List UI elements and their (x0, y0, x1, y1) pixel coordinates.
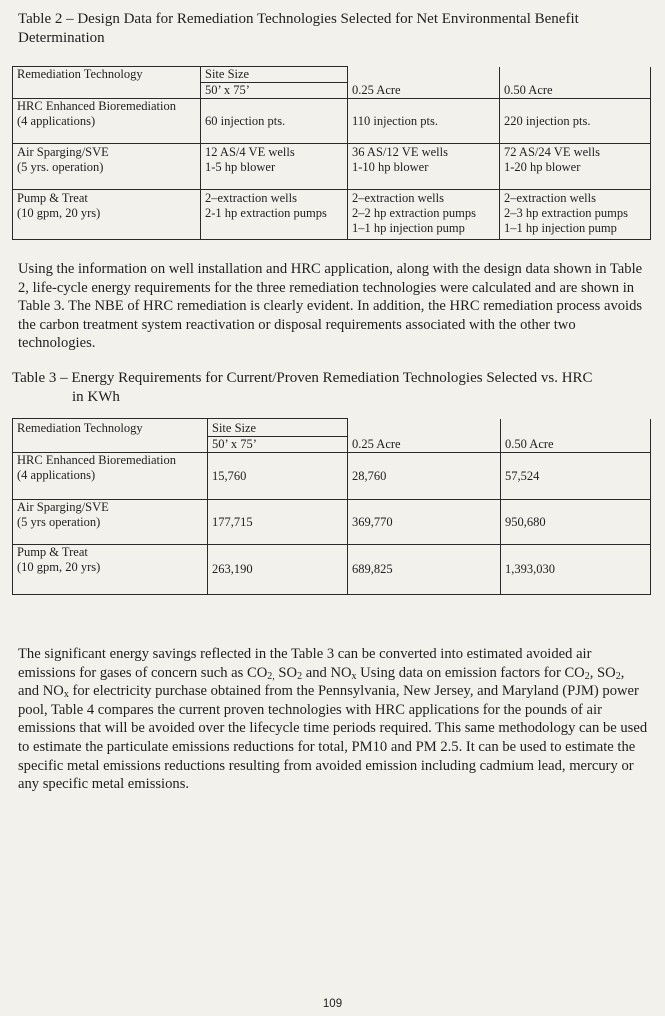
table-row (13, 144, 651, 190)
table2 (12, 66, 651, 240)
table3-header-row (13, 419, 651, 453)
table3-caption-line2: in KWh (72, 389, 120, 405)
table-cell: 12 AS/4 VE wells 1-5 hp blower (201, 144, 348, 190)
body-paragraph-1: Using the information on well installation and HRC application, along with the design data shown in Table 2, life-cycle energy requirements for the three remediation technologies were calculated and are shown in Table 3. The NBE of HRC remediation is clearly evident. In addition, the HRC remediation process avoids the carbon treatment system reactivation or disposal requirements associated with the other two technologies. (18, 261, 643, 352)
table3-header-tech: Remediation Technology (13, 419, 208, 453)
table-row (13, 545, 651, 595)
table3-tech-cell: Pump & Treat (10 gpm, 20 yrs) (13, 545, 208, 595)
table3-caption (12, 369, 642, 407)
table-cell: 60 injection pts. (201, 99, 348, 144)
table-row (13, 500, 651, 545)
table3-header-size-1: Site Size 50’ x 75’ (208, 419, 348, 453)
table3-tech-cell: HRC Enhanced Bioremediation (4 applications) (13, 453, 208, 500)
table3-header-size-3: 0.50 Acre (501, 419, 651, 453)
table-cell: 2–extraction wells 2–3 hp extraction pumps 1–1 hp injection pump (500, 190, 651, 240)
table2-header-size-3: 0.50 Acre (500, 67, 651, 99)
table-row (13, 453, 651, 500)
table-cell: 72 AS/24 VE wells 1-20 hp blower (500, 144, 651, 190)
table3-caption-line1: Table 3 – Energy Requirements for Current/Proven Remediation Technologies Selected vs. HRC (12, 370, 593, 386)
table2-tech-cell: Air Sparging/SVE (5 yrs. operation) (13, 144, 201, 190)
table-cell: 177,715 (208, 500, 348, 545)
table-cell: 263,190 (208, 545, 348, 595)
table-cell: 2–extraction wells 2-1 hp extraction pumps (201, 190, 348, 240)
table-cell: 110 injection pts. (348, 99, 500, 144)
table2-caption-line2: Determination (18, 30, 105, 46)
table2-site-size-label: Site Size (201, 67, 347, 83)
table-cell: 369,770 (348, 500, 501, 545)
table3 (12, 418, 651, 595)
table-cell: 28,760 (348, 453, 501, 500)
table-cell: 57,524 (501, 453, 651, 500)
table3-tech-cell: Air Sparging/SVE (5 yrs operation) (13, 500, 208, 545)
table-cell: 15,760 (208, 453, 348, 500)
body-paragraph-2: The significant energy savings reflected in the Table 3 can be converted into estimated avoided air emissions for gases of concern such as $CO_{2,}$ $SO_2$ and $NO_x$ Using data on emission factors for $CO_2$, $SO_2$, and $NO_x$ for electricity purchase obtained from the Pennsylvania, New Jersey, and Maryland (PJM) power pool, Table 4 compares the current proven technologies with HRC applications for the pounds of air emissions that will be avoided over the lifecycle time periods required. This same methodology can be used to estimate the particulate emissions reductions for total, PM10 and PM 2.5. It can be used to estimate the specific metal emissions reductions resulting from avoided emission including cadmium lead, mercury or any specific metal emissions. (18, 646, 648, 793)
table-cell: 220 injection pts. (500, 99, 651, 144)
table-cell: 950,680 (501, 500, 651, 545)
table-cell: 36 AS/12 VE wells 1-10 hp blower (348, 144, 500, 190)
table3-site-size-label: Site Size (208, 419, 347, 437)
table-row (13, 190, 651, 240)
table2-caption (18, 10, 648, 48)
table-cell: 689,825 (348, 545, 501, 595)
table2-header-row (13, 67, 651, 99)
table2-tech-cell: HRC Enhanced Bioremediation (4 applications) (13, 99, 201, 144)
table2-header-size-1: Site Size 50’ x 75’ (201, 67, 348, 99)
table2-header-size-2: 0.25 Acre (348, 67, 500, 99)
table3-header-size-2: 0.25 Acre (348, 419, 501, 453)
table-cell: 2–extraction wells 2–2 hp extraction pumps 1–1 hp injection pump (348, 190, 500, 240)
page-number: 109 (322, 998, 343, 1010)
table2-tech-cell: Pump & Treat (10 gpm, 20 yrs) (13, 190, 201, 240)
table-cell: 1,393,030 (501, 545, 651, 595)
table2-caption-line1: Table 2 – Design Data for Remediation Technologies Selected for Net Environmental Benefit (18, 11, 579, 27)
table2-header-tech: Remediation Technology (13, 67, 201, 99)
table-row (13, 99, 651, 144)
